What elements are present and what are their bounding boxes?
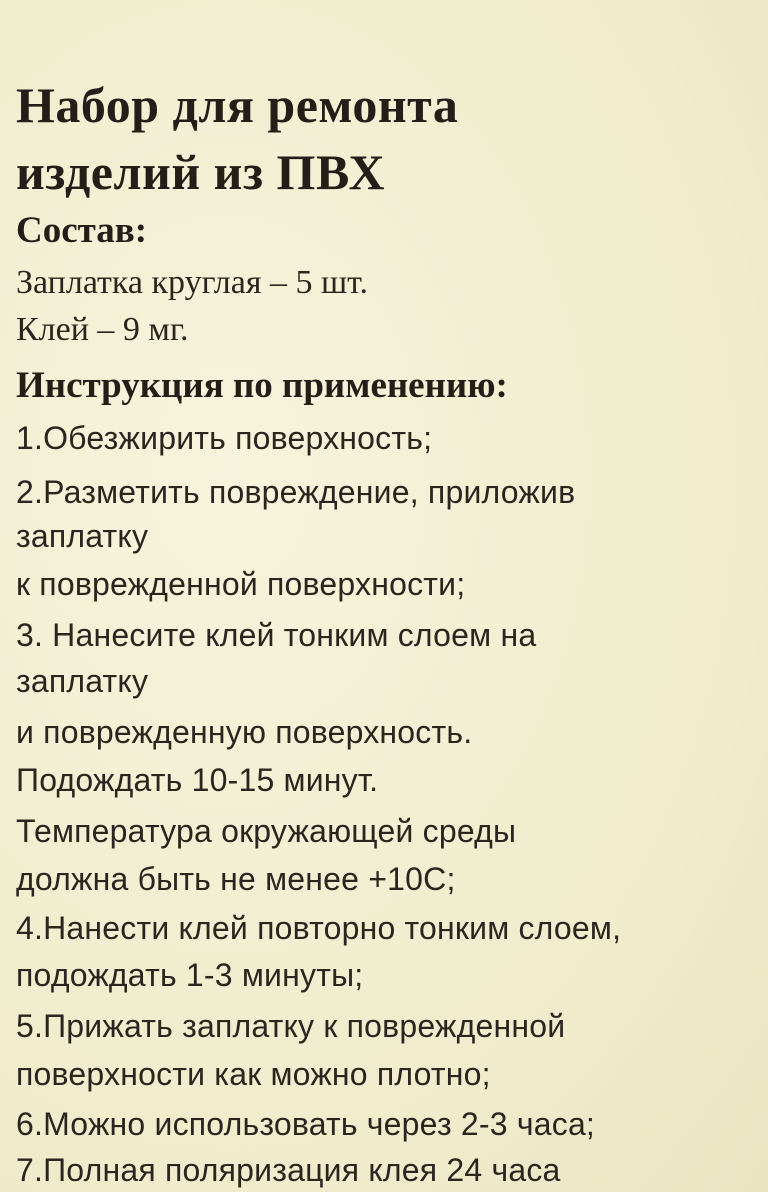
instruction-line: к поврежденной поверхности; [16,566,466,602]
instruction-line: поверхности как можно плотно; [16,1056,491,1092]
instruction-line: 2.Разметить повреждение, приложив [16,474,576,510]
instruction-line: заплатку [16,518,149,554]
composition-item: Заплатка круглая – 5 шт. [16,264,368,301]
instruction-line: и поврежденную поверхность. [16,714,473,750]
instruction-line: 7.Полная поляризация клея 24 часа [16,1152,561,1188]
instruction-line: 4.Нанести клей повторно тонким слоем, [16,910,622,946]
instruction-line: Подождать 10-15 минут. [16,762,379,798]
instruction-line: 3. Нанесите клей тонким слоем на [16,617,537,653]
instructions-heading: Инструкция по применению: [16,365,508,406]
instruction-line: подождать 1-3 минуты; [16,957,364,993]
title-line-1: Набор для ремонта [16,77,459,133]
instruction-line: 1.Обезжирить поверхность; [16,420,433,456]
instruction-line: заплатку [16,663,149,699]
instruction-line: 6.Можно использовать через 2-3 часа; [16,1106,596,1142]
instruction-line: Температура окружающей среды [16,813,517,849]
composition-item: Клей – 9 мг. [16,311,189,348]
instruction-line: 5.Прижать заплатку к поврежденной [16,1008,566,1044]
composition-heading: Состав: [16,210,148,251]
title-line-2: изделий из ПВХ [16,144,386,200]
instruction-line: должна быть не менее +10С; [16,861,456,897]
